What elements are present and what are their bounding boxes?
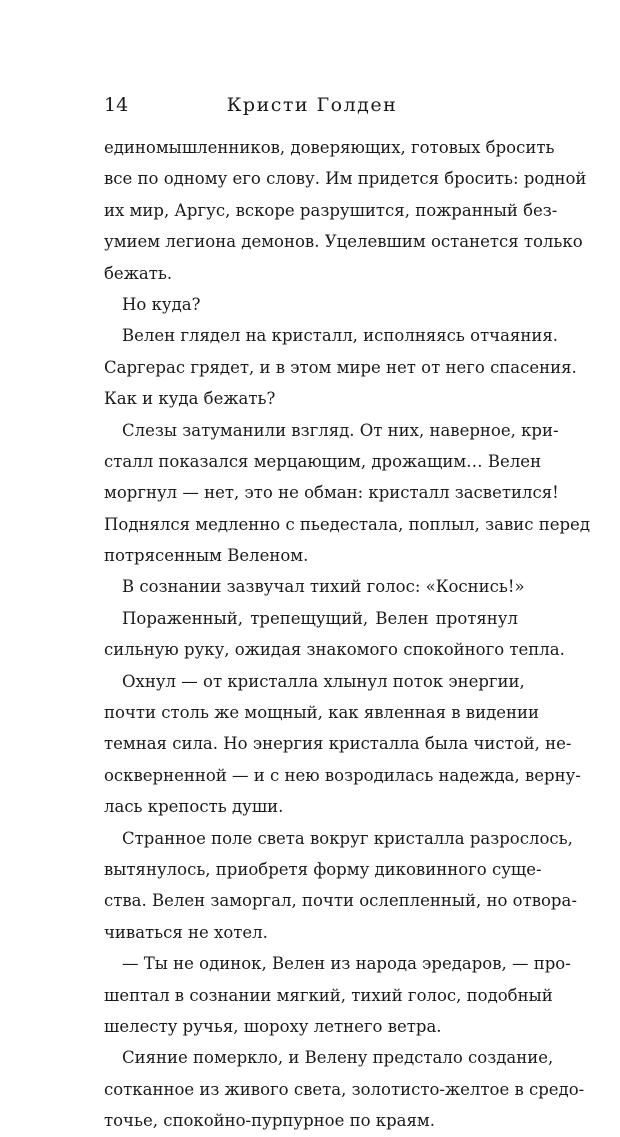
text-line: сотканное из живого света, золотисто-желтое в средо- <box>104 1079 585 1099</box>
text-line: Поднялся медленно с пьедестала, поплыл, завис перед <box>104 514 590 534</box>
text-line: шелесту ручья, шороху летнего ветра. <box>104 1016 442 1036</box>
text-line: Сияние померкло, и Велену предстало создание, <box>122 1048 554 1068</box>
text-line: Странное поле света вокруг кристалла разрослось, <box>122 828 573 848</box>
text-line: сильную руку, ожидая знакомого спокойного тепла. <box>104 640 565 660</box>
page-number: 14 <box>104 94 129 116</box>
text-line: Саргерас грядет, и в этом мире нет от него спасения. <box>104 357 577 377</box>
text-line: лась крепость души. <box>104 797 284 817</box>
text-line: Но куда? <box>122 294 201 314</box>
text-line: моргнул — нет, это не обман: кристалл засветился! <box>104 483 559 503</box>
text-line: почти столь же мощный, как явленная в видении <box>104 703 540 723</box>
text-line: В сознании зазвучал тихий голос: «Коснись!» <box>122 577 525 597</box>
text-line: вытянулось, приобретя форму диковинного суще- <box>104 859 542 879</box>
text-line: бежать. <box>104 263 173 283</box>
running-head <box>104 92 520 118</box>
text-line: сталл показался мерцающим, дрожащим… Велен <box>104 451 542 471</box>
text-line: потрясенным Веленом. <box>104 546 309 566</box>
text-line: — Ты не одинок, Велен из народа эредаров, — про- <box>122 954 571 974</box>
text-line: шептал в сознании мягкий, тихий голос, подобный <box>104 985 553 1005</box>
body-text <box>104 132 590 1137</box>
text-line: все по одному его слову. Им придется бросить: родной <box>104 169 587 189</box>
text-line: чиваться не хотел. <box>104 922 268 942</box>
text-line: Слезы затуманили взгляд. От них, наверное, кри- <box>122 420 559 440</box>
text-line: Охнул — от кристалла хлынул поток энергии, <box>122 671 525 691</box>
text-line: ства. Велен заморгал, почти ослепленный, но отвора- <box>104 891 577 911</box>
text-line: умием легиона демонов. Уцелевшим останется только <box>104 232 583 252</box>
running-title: Кристи Голден <box>226 94 398 116</box>
text-line: точье, спокойно-пурпурное по краям. <box>104 1111 435 1131</box>
text-line: Пораженный, трепещущий, Велен протянул <box>122 608 518 628</box>
text-line: темная сила. Но энергия кристалла была чистой, не- <box>104 734 572 754</box>
text-line: оскверненной — и с нею возродилась надежда, верну- <box>104 765 581 785</box>
text-line: единомышленников, доверяющих, готовых бросить <box>104 138 555 157</box>
text-line: Как и куда бежать? <box>104 389 276 409</box>
text-line: Велен глядел на кристалл, исполняясь отчаяния. <box>122 326 558 346</box>
text-line: их мир, Аргус, вскоре разрушится, пожранный без- <box>104 200 558 220</box>
